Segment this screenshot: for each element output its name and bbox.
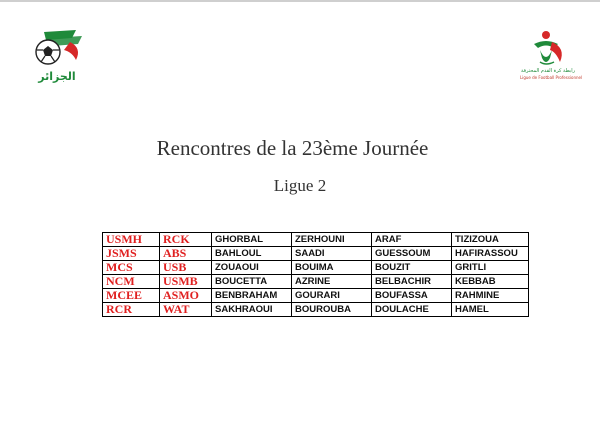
- away-team: USB: [160, 261, 212, 275]
- home-team: MCEE: [103, 289, 160, 303]
- league-logo: [520, 28, 583, 84]
- top-border-line: [0, 0, 600, 2]
- page-title: Rencontres de la 23ème Journée: [156, 136, 429, 160]
- federation-logo: [26, 26, 92, 86]
- table-row: [103, 233, 529, 247]
- assistant-1: AZRINE: [292, 275, 372, 289]
- table-row: [103, 275, 529, 289]
- league-caption-french: Ligue de Football Professionnel: [520, 75, 583, 80]
- league-caption-arabic: رابطة كرة القدم المحترفة: [520, 68, 576, 74]
- assistant-2: BOUFASSA: [372, 289, 452, 303]
- assistant-2: ARAF: [372, 233, 452, 247]
- assistant-1: SAADI: [292, 247, 372, 261]
- away-team: ASMO: [160, 289, 212, 303]
- fixtures-table: [102, 232, 529, 317]
- home-team: MCS: [103, 261, 160, 275]
- assistant-1: GOURARI: [292, 289, 372, 303]
- assistant-2: DOULACHE: [372, 303, 452, 317]
- away-team: USMB: [160, 275, 212, 289]
- referee-main: SAKHRAOUI: [212, 303, 292, 317]
- table-row: [103, 261, 529, 275]
- assistant-2: BELBACHIR: [372, 275, 452, 289]
- league-emblem-icon: [520, 28, 576, 68]
- table-row: [103, 247, 529, 261]
- page-subtitle: Ligue 2: [273, 176, 327, 195]
- fourth-official: TIZIZOUA: [452, 233, 529, 247]
- away-team: WAT: [160, 303, 212, 317]
- fourth-official: KEBBAB: [452, 275, 529, 289]
- table-row: [103, 303, 529, 317]
- table-row: [103, 289, 529, 303]
- fourth-official: GRITLI: [452, 261, 529, 275]
- logo-arabic-text: الجزائر: [38, 70, 76, 83]
- assistant-1: BOUIMA: [292, 261, 372, 275]
- referee-main: BENBRAHAM: [212, 289, 292, 303]
- football-icon: [26, 26, 92, 72]
- away-team: RCK: [160, 233, 212, 247]
- assistant-2: GUESSOUM: [372, 247, 452, 261]
- referee-main: GHORBAL: [212, 233, 292, 247]
- assistant-1: BOUROUBA: [292, 303, 372, 317]
- home-team: USMH: [103, 233, 160, 247]
- home-team: NCM: [103, 275, 160, 289]
- referee-main: BOUCETTA: [212, 275, 292, 289]
- home-team: JSMS: [103, 247, 160, 261]
- referee-main: ZOUAOUI: [212, 261, 292, 275]
- home-team: RCR: [103, 303, 160, 317]
- assistant-2: BOUZIT: [372, 261, 452, 275]
- fourth-official: HAFIRASSOU: [452, 247, 529, 261]
- fourth-official: HAMEL: [452, 303, 529, 317]
- away-team: ABS: [160, 247, 212, 261]
- referee-main: BAHLOUL: [212, 247, 292, 261]
- fourth-official: RAHMINE: [452, 289, 529, 303]
- assistant-1: ZERHOUNI: [292, 233, 372, 247]
